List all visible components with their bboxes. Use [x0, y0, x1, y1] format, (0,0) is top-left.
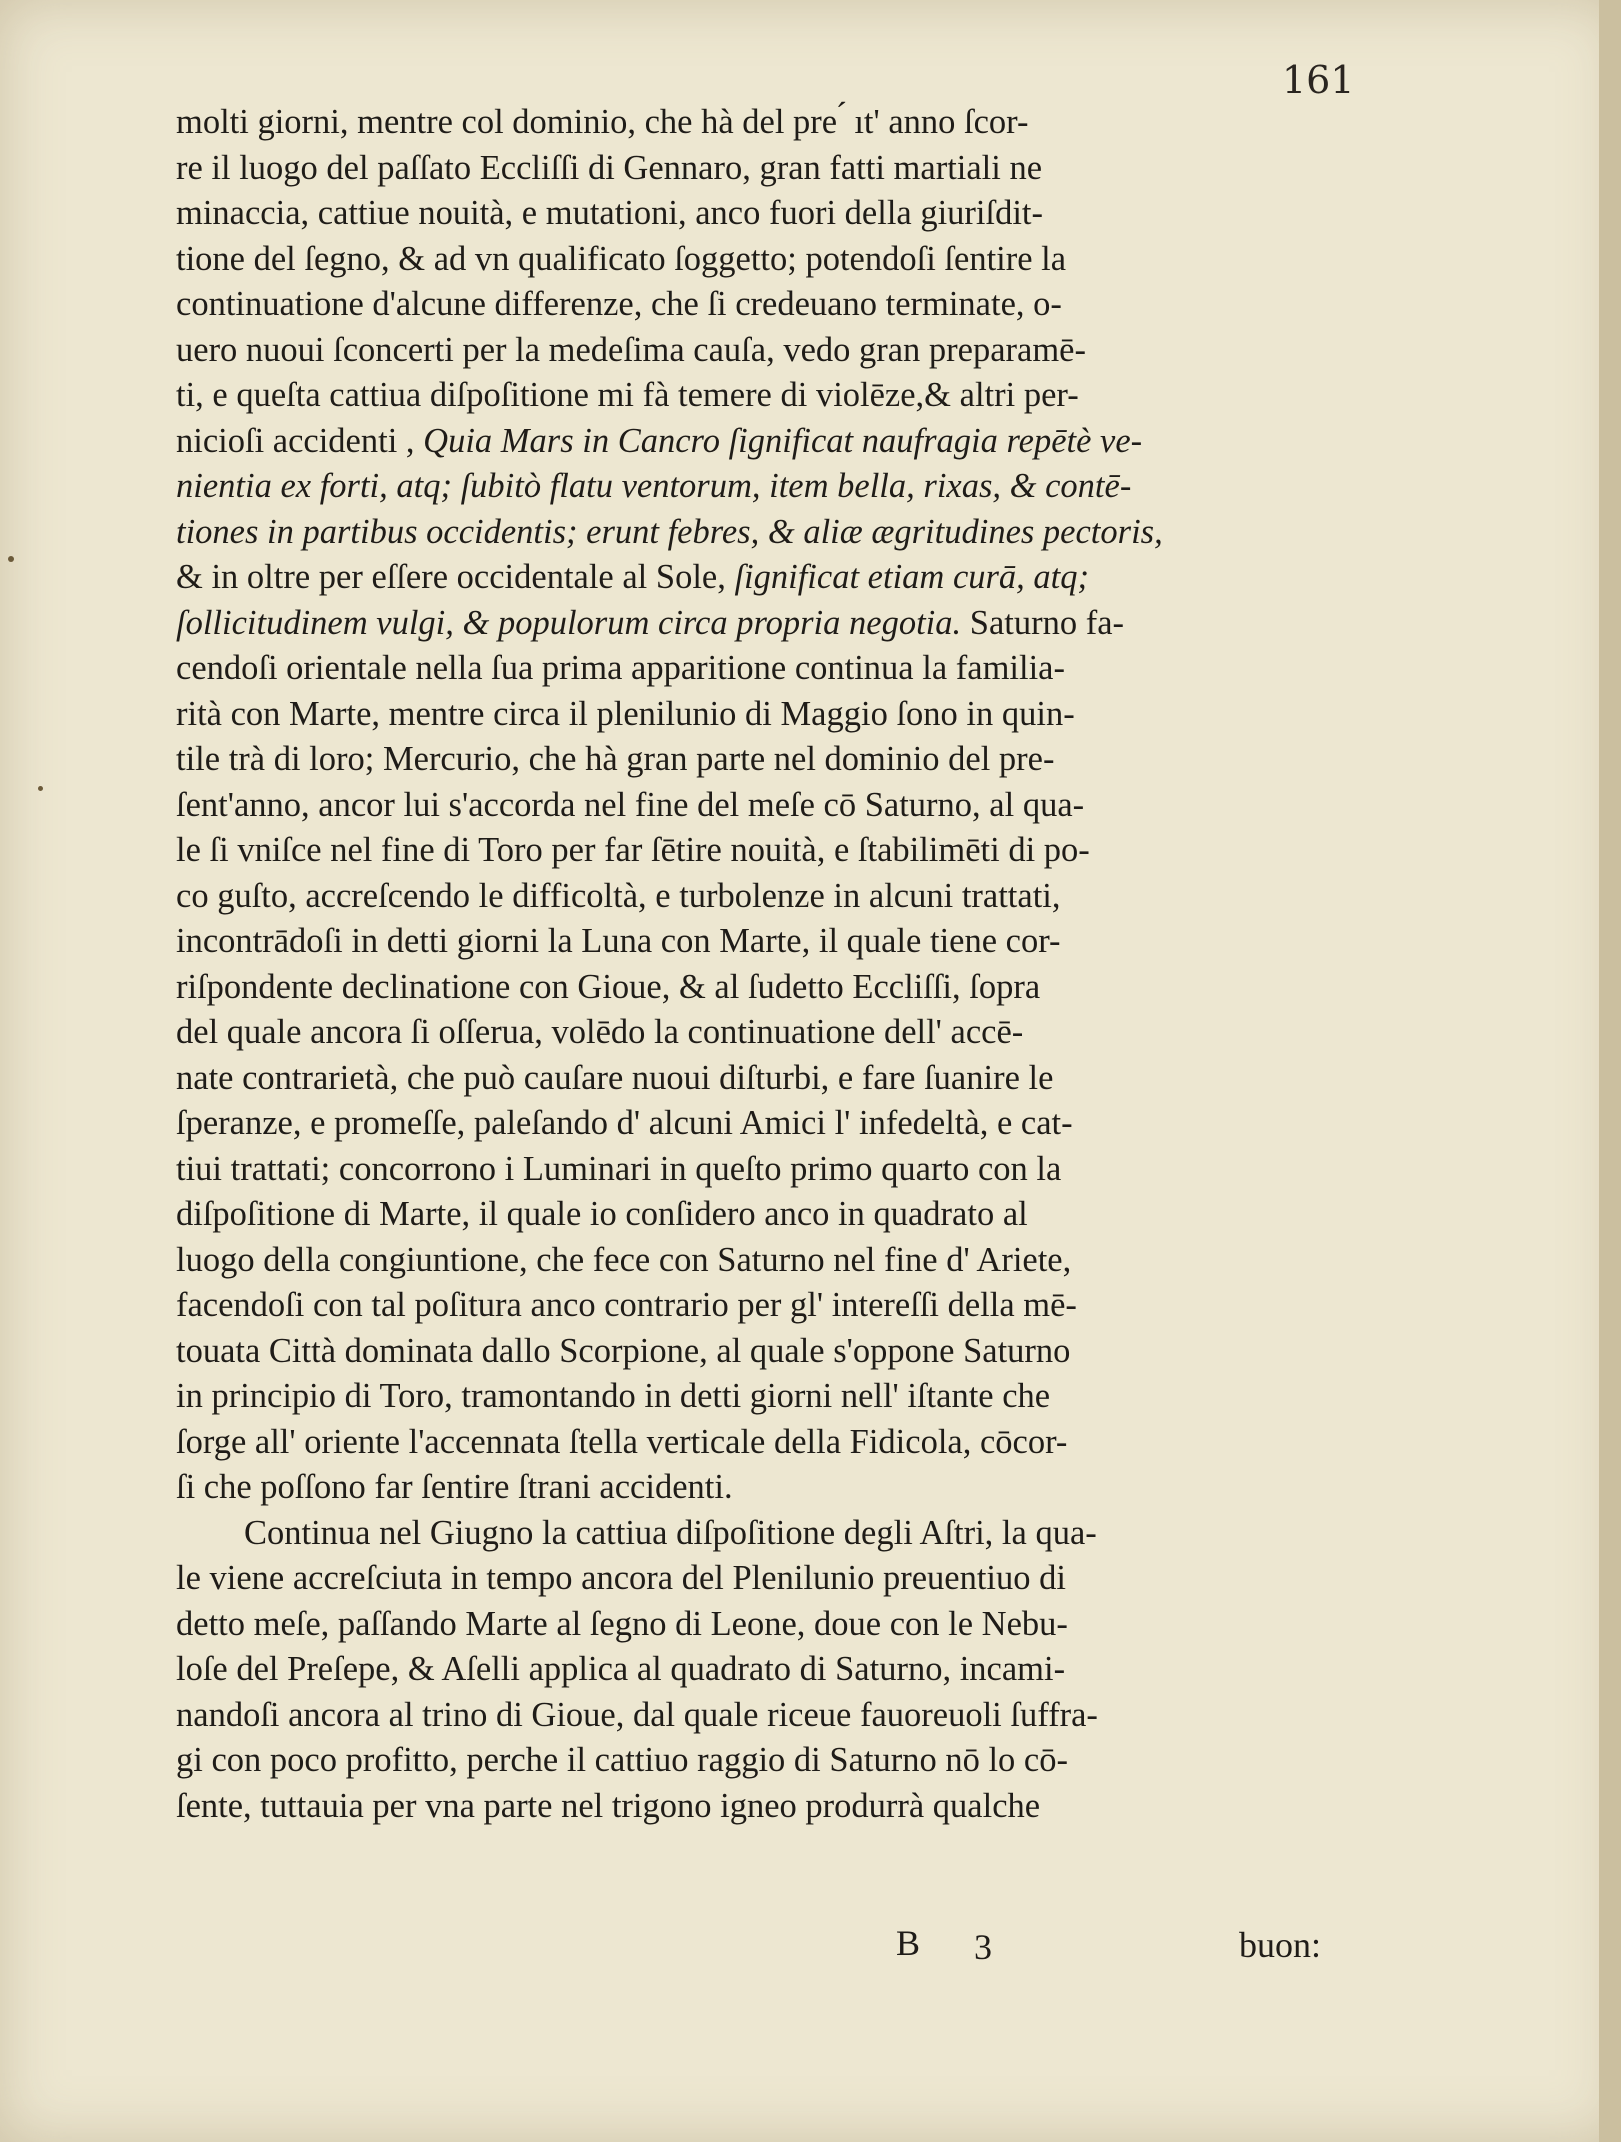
roman-text: ſorge all' oriente l'accennata ſtella verticale della Fidicola, cōcor- [176, 1422, 1068, 1461]
roman-text: nate contrarietà, che può cauſare nuoui diſturbi, e fare ſuanire le [176, 1058, 1054, 1097]
roman-text: Continua nel Giugno la cattiua diſpoſitione degli Aſtri, la qua- [244, 1513, 1097, 1552]
roman-text: gi con poco profitto, perche il cattiuo raggio di Saturno nō lo cō- [176, 1741, 1068, 1779]
text-line [176, 1238, 1416, 1284]
roman-text: tiui trattati; concorrono i Luminari in queſto primo quarto con la [176, 1149, 1062, 1188]
ink-spot [38, 786, 43, 791]
roman-text: del quale ancora ſi oſſerua, volēdo la continuatione dell' accē- [176, 1013, 1024, 1051]
text-line [176, 1010, 1416, 1056]
text-line [176, 1647, 1416, 1693]
italic-text: Quia Mars in Cancro ſignificat naufragia repētè ve- [423, 421, 1143, 460]
text-line [176, 191, 1416, 237]
roman-text: ſperanze, e promeſſe, paleſando d' alcuni Amici l' infedeltà, e cat- [176, 1104, 1073, 1142]
text-line [176, 100, 1416, 146]
roman-text: Saturno fa- [969, 603, 1125, 642]
text-line [176, 419, 1416, 465]
text-line [176, 1147, 1416, 1193]
text-line [176, 965, 1416, 1011]
text-line [176, 1465, 1416, 1511]
text-line [176, 1693, 1416, 1739]
roman-text: le ſi vniſce nel fine di Toro per far ſētire nouità, e ſtabilimēti di po- [176, 831, 1090, 869]
text-line [176, 555, 1416, 601]
text-line [176, 692, 1416, 738]
text-line [176, 783, 1416, 829]
italic-text: ſignificat etiam curā, atq; [734, 558, 1090, 596]
roman-text: diſpoſitione di Marte, il quale io conſidero anco in quadrato al [176, 1195, 1028, 1233]
roman-text: nicioſi accidenti , [176, 421, 415, 460]
text-line [176, 919, 1416, 965]
roman-text: tione del ſegno, & ad vn qualificato ſoggetto; potendoſi ſentire la [176, 239, 1067, 278]
roman-text: facendoſi con tal poſitura anco contrario per gl' intereſſi della mē- [176, 1286, 1077, 1324]
roman-text: detto meſe, paſſando Marte al ſegno di Leone, doue con le Nebu- [176, 1604, 1068, 1643]
roman-text: ſi che poſſono far ſentire ſtrani accidenti. [176, 1468, 733, 1506]
signature-letter: B [896, 1923, 921, 1963]
text-line [176, 1420, 1416, 1466]
folio-number: 161 [1282, 58, 1355, 102]
text-line [176, 1374, 1416, 1420]
page-edge-shadow [1599, 0, 1621, 2142]
signature-number: 3 [974, 1927, 992, 1967]
italic-text: tiones in partibus occidentis; erunt febres, & aliæ ægritudines pectoris, [176, 512, 1163, 551]
ink-spot [8, 556, 14, 562]
roman-text: incontrādoſi in detti giorni la Luna con Marte, il quale tiene cor- [176, 922, 1061, 960]
roman-text: ſent'anno, ancor lui s'accorda nel fine del meſe cō Saturno, al qua- [176, 785, 1085, 824]
body-text [176, 100, 1416, 1829]
text-line [176, 1784, 1416, 1830]
roman-text: le viene accreſciuta in tempo ancora del Plenilunio preuentiuo di [176, 1559, 1066, 1597]
text-line [176, 1056, 1416, 1102]
roman-text: minaccia, cattiue nouità, e mutationi, anco fuori della giuriſdit- [176, 194, 1043, 232]
text-line [176, 1329, 1416, 1375]
text-line [176, 874, 1416, 920]
text-line [176, 282, 1416, 328]
roman-text: nandoſi ancora al trino di Gioue, dal quale riceue fauoreuoli ſuffra- [176, 1695, 1098, 1734]
text-line [176, 1556, 1416, 1602]
roman-text: uero nuoui ſconcerti per la medeſima cauſa, vedo gran preparamē- [176, 330, 1086, 369]
text-line [176, 1192, 1416, 1238]
text-line [176, 828, 1416, 874]
text-line [176, 146, 1416, 192]
roman-text: loſe del Preſepe, & Aſelli applica al quadrato di Saturno, incami- [176, 1650, 1066, 1688]
text-line [176, 737, 1416, 783]
roman-text: re il luogo del paſſato Eccliſſi di Gennaro, gran fatti martiali ne [176, 148, 1043, 187]
roman-text: touata Città dominata dallo Scorpione, al quale s'oppone Saturno [176, 1331, 1071, 1370]
text-line [176, 601, 1416, 647]
text-line [176, 1101, 1416, 1147]
text-line [176, 1511, 1416, 1557]
text-line [176, 373, 1416, 419]
text-line [176, 1602, 1416, 1648]
roman-text: cendoſi orientale nella ſua prima apparitione continua la familia- [176, 649, 1065, 687]
italic-text: nientia ex forti, atq; ſubitò flatu ventorum, item bella, rixas, & contē- [176, 467, 1132, 505]
text-line [176, 237, 1416, 283]
italic-text: ſollicitudinem vulgi, & populorum circa propria negotia. [176, 603, 962, 642]
text-line [176, 464, 1416, 510]
roman-text: & in oltre per eſſere occidentale al Sole, [176, 558, 726, 596]
roman-text: tile trà di loro; Mercurio, che hà gran parte nel dominio del pre- [176, 740, 1055, 778]
roman-text: rità con Marte, mentre circa il plenilunio di Maggio ſono in quin- [176, 694, 1075, 733]
roman-text: molti giorni, mentre col dominio, che hà del pre ́ ıt' anno ſcor- [176, 103, 1029, 141]
roman-text: ſente, tuttauia per vna parte nel trigono igneo produrrà qualche [176, 1786, 1041, 1825]
text-line [176, 510, 1416, 556]
text-line [176, 328, 1416, 374]
text-line [176, 646, 1416, 692]
roman-text: in principio di Toro, tramontando in detti giorni nell' iſtante che [176, 1377, 1051, 1415]
catchword: buon: [1239, 1925, 1322, 1965]
roman-text: co guſto, accreſcendo le difficoltà, e turbolenze in alcuni trattati, [176, 876, 1061, 915]
text-line [176, 1283, 1416, 1329]
roman-text: continuatione d'alcune differenze, che ſi credeuano terminate, o- [176, 285, 1062, 323]
roman-text: ti, e queſta cattiua diſpoſitione mi fà temere di violēze,& altri per- [176, 376, 1079, 414]
roman-text: riſpondente declinatione con Gioue, & al ſudetto Eccliſſi, ſopra [176, 967, 1041, 1006]
text-line [176, 1738, 1416, 1784]
roman-text: luogo della congiuntione, che fece con Saturno nel fine d' Ariete, [176, 1240, 1072, 1279]
